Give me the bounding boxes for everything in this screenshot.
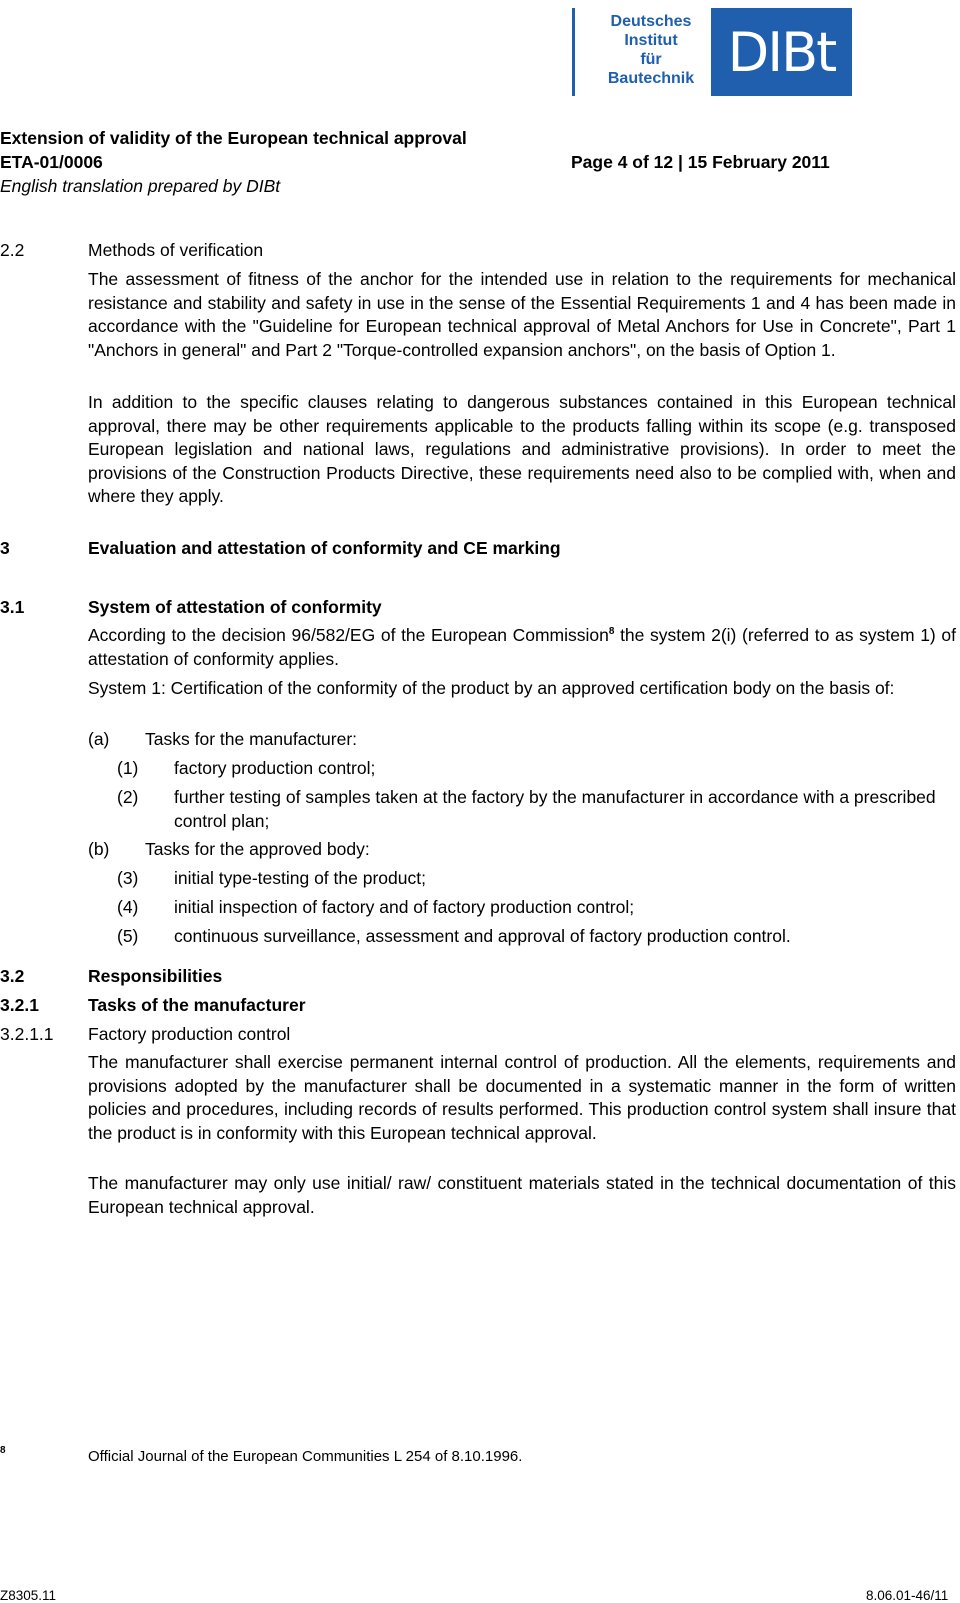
section-3-1-paragraph-2: System 1: Certification of the conformity of the product by an approved certification body on the basis of: [88,678,895,698]
logo-box: DIBt [711,8,852,96]
section-2-2-number: 2.2 [0,240,25,260]
section-3-1-title: System of attestation of conformity [88,597,382,617]
section-2-2-paragraph-1: The assessment of fitness of the anchor for the intended use in relation to the requirements for mechanical resistance and stability and safety in use in the sense of the Essential Requirements 1 and 4 has been made in accordance with the "Guideline for European technical approval of Metal Anchors for Use in Concrete", Part 1 "Anchors in general" and Part 2 "Torque-controlled expansion anchors", on the basis of Option 1. [88,269,956,360]
header-eta-number: ETA-01/0006 [0,152,103,172]
section-3-2-1-title: Tasks of the manufacturer [88,995,306,1015]
footer-document-code: Z8305.11 [0,1588,57,1603]
logo-wordmark [596,12,706,88]
footnote-mark: 8 [0,1445,6,1456]
list-item-1-text: factory production control; [174,758,376,778]
logo-line-4: Bautechnik [607,70,695,87]
section-3-title: Evaluation and attestation of conformity and CE marking [88,538,561,558]
header-page-info: Page 4 of 12 | 15 February 2011 [571,152,830,172]
section-3-2-1-number: 3.2.1 [0,995,39,1015]
footer-reference: 8.06.01-46/11 [866,1588,949,1603]
header-title: Extension of validity of the European technical approval [0,128,467,148]
section-3-number: 3 [0,538,10,558]
list-item-5-label: (5) [117,926,139,946]
footnote-text: Official Journal of the European Communities L 254 of 8.10.1996. [88,1448,523,1465]
list-a-label: (a) [88,729,110,749]
list-b-label: (b) [88,839,110,859]
section-3-2-1-1-title: Factory production control [88,1024,291,1044]
list-item-2-text: further testing of samples taken at the factory by the manufacturer in accordance with a prescribed control plan; [174,787,936,831]
section-3-1-paragraph-1-text-b: the system 2(i) (referred to as system 1) of attestation of conformity applies. [88,625,956,669]
list-item-4-label: (4) [117,897,139,917]
section-3-2-1-1-paragraph-2: The manufacturer may only use initial/ raw/ constituent materials stated in the technical documentation of this European technical approval. [88,1173,956,1217]
list-a-text: Tasks for the manufacturer: [145,729,358,749]
list-item-2-label: (2) [117,787,139,807]
header-translation-note: English translation prepared by DIBt [0,176,281,196]
list-item-3-label: (3) [117,868,139,888]
logo-line-1: Deutsches [610,13,692,30]
list-item-4-text: initial inspection of factory and of factory production control; [174,897,635,917]
section-3-1-paragraph-1 [88,624,956,671]
list-item-5-text: continuous surveillance, assessment and approval of factory production control. [174,926,791,946]
section-3-1-number: 3.1 [0,597,25,617]
section-3-1-paragraph-1-text-a: According to the decision 96/582/EG of the European Commission [88,625,609,645]
list-b-text: Tasks for the approved body: [145,839,370,859]
footnote-reference-8: 8 [608,626,615,637]
section-2-2-paragraph-2: In addition to the specific clauses relating to dangerous substances contained in this European technical approval, there may be other requirements applicable to the products falling within its scope (e.g. transposed European legislation and national laws, regulations and administrative provisions). In order to meet the provisions of the Construction Products Directive, these requirements need also to be complied with, when and where they apply. [88,392,956,506]
logo-divider [572,8,575,96]
list-item-3-text: initial type-testing of the product; [174,868,426,888]
section-3-2-1-1-number: 3.2.1.1 [0,1024,54,1044]
logo-line-2: Institut [624,32,678,49]
section-3-2-title: Responsibilities [88,966,223,986]
section-3-2-1-1-paragraph-1: The manufacturer shall exercise permanent internal control of production. All the elements, requirements and provisions adopted by the manufacturer shall be documented in a systematic manner in the form of written policies and procedures, including records of results performed. This production control system shall insure that the product is in conformity with this European technical approval. [88,1052,956,1143]
section-2-2-title: Methods of verification [88,240,264,260]
list-item-1-label: (1) [117,758,139,778]
section-3-2-number: 3.2 [0,966,25,986]
logo-line-3: für [640,51,662,68]
